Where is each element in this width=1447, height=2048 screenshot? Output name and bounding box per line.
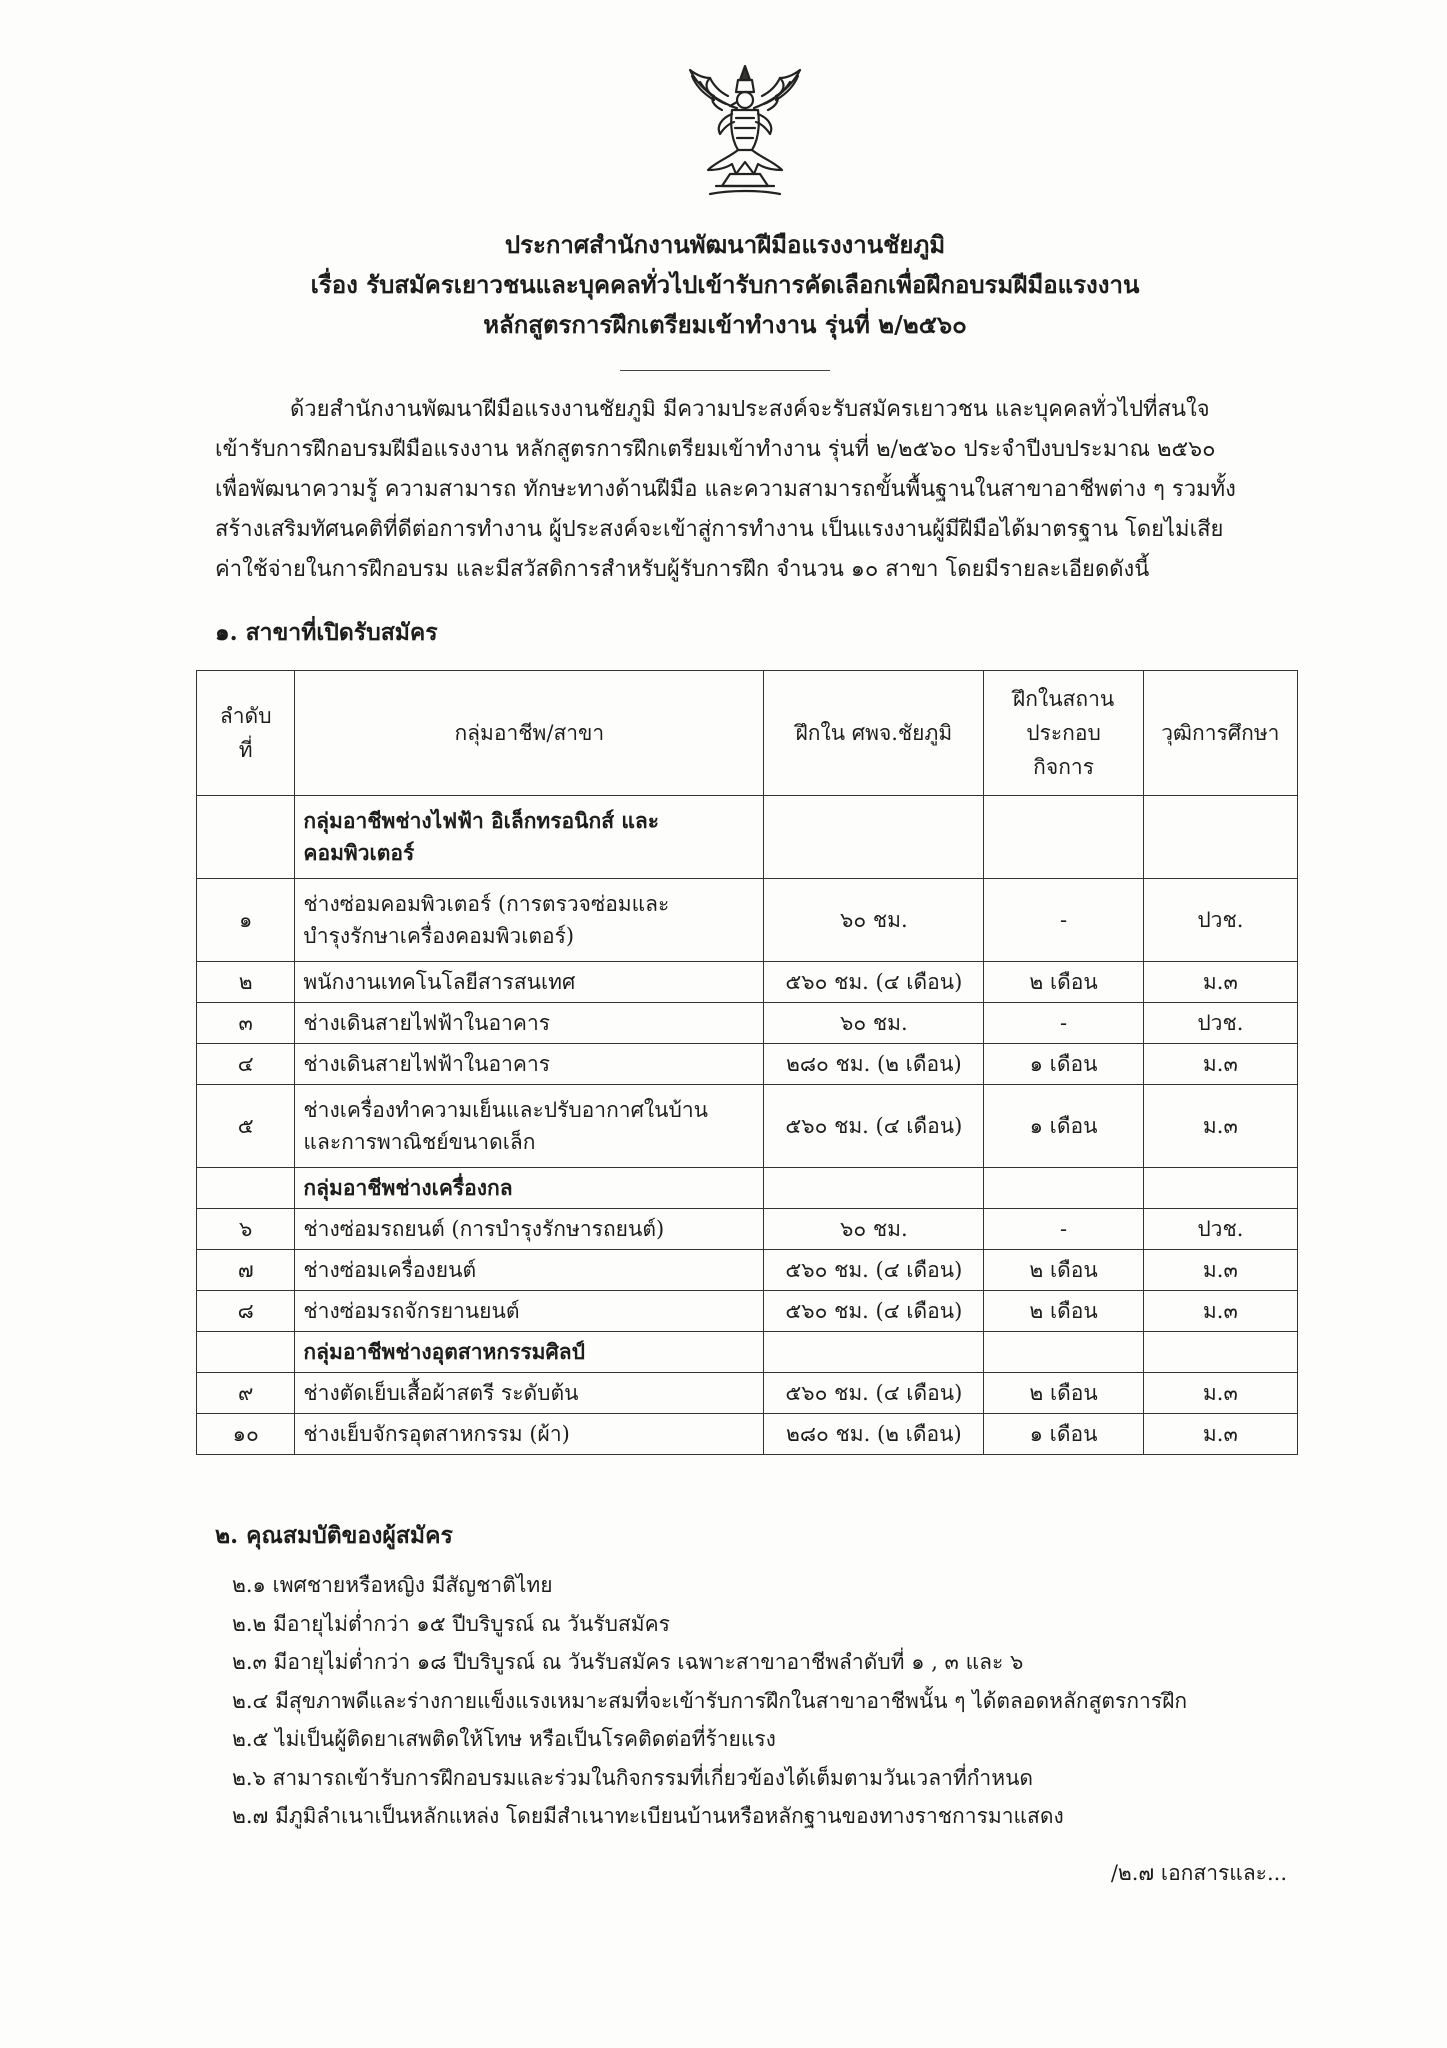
cell-group-name: กลุ่มอาชีพช่างอุตสาหกรรมศิลป์: [295, 1332, 764, 1373]
cell-center: ๖๐ ชม.: [764, 1003, 984, 1044]
table-row: [197, 1044, 1298, 1085]
column-header-firm-line: ฝึกในสถาน: [1012, 687, 1115, 711]
cell-branch-name: ช่างเย็บจักรอุตสาหกรรม (ผ้า): [295, 1414, 764, 1455]
cell-firm: ๒ เดือน: [984, 962, 1143, 1003]
table-row-group: [197, 1332, 1298, 1373]
intro-line: ค่าใช้จ่ายในการฝึกอบรม และมีสวัสดิการสำหรับผู้รับการฝึก จำนวน ๑๐ สาขา โดยมีรายละเอียดดังนี้: [215, 557, 1150, 582]
cell-no: ๒: [197, 962, 295, 1003]
table-row: [197, 1250, 1298, 1291]
cell-branch-name: ช่างซ่อมรถยนต์ (การบำรุงรักษารถยนต์): [295, 1209, 764, 1250]
cell-edu: ม.๓: [1143, 1291, 1297, 1332]
qualifications-list: [232, 1566, 1292, 1836]
cell-no: ๘: [197, 1291, 295, 1332]
cell-firm: ๒ เดือน: [984, 1373, 1143, 1414]
cell-center: ๕๖๐ ชม. (๔ เดือน): [764, 1373, 984, 1414]
column-header-firm-line: ประกอบ: [1026, 721, 1101, 745]
qualification-item: ๒.๓ มีอายุไม่ต่ำกว่า ๑๘ ปีบริบูรณ์ ณ วันรับสมัคร เฉพาะสาขาอาชีพลำดับที่ ๑ , ๓ และ ๖: [232, 1650, 1024, 1674]
column-header-no: [197, 671, 295, 796]
cell-center: ๒๘๐ ชม. (๒ เดือน): [764, 1414, 984, 1455]
cell-branch-name: ช่างตัดเย็บเสื้อผ้าสตรี ระดับต้น: [295, 1373, 764, 1414]
cell-no: ๙: [197, 1373, 295, 1414]
cell-no: ๑: [197, 879, 295, 962]
qualification-item: ๒.๕ ไม่เป็นผู้ติดยาเสพติดให้โทษ หรือเป็นโรคติดต่อที่ร้ายแรง: [232, 1727, 776, 1751]
cell-firm: ๒ เดือน: [984, 1291, 1143, 1332]
table-row: [197, 1209, 1298, 1250]
cell-firm: -: [984, 1209, 1143, 1250]
cell-firm: [984, 796, 1143, 879]
cell-no: [197, 1332, 295, 1373]
cell-center: [764, 796, 984, 879]
cell-group-name: [295, 796, 764, 879]
intro-line: ด้วยสำนักงานพัฒนาฝีมือแรงงานชัยภูมิ มีความประสงค์จะรับสมัครเยาวชน และบุคคลทั่วไปที่สนใจ: [290, 397, 1210, 422]
cell-no: ๕: [197, 1085, 295, 1168]
cell-edu: ปวช.: [1143, 1003, 1297, 1044]
table-row: [197, 1291, 1298, 1332]
column-header-education: วุฒิการศึกษา: [1143, 671, 1297, 796]
cell-firm: -: [984, 879, 1143, 962]
column-header-no-line: ลำดับ: [219, 704, 272, 728]
cell-center: ๕๖๐ ชม. (๔ เดือน): [764, 1085, 984, 1168]
intro-line: เข้ารับการฝึกอบรมฝีมือแรงงาน หลักสูตรการฝึกเตรียมเข้าทำงาน รุ่นที่ ๒/๒๕๖๐ ประจำปีงบประมาณ ๒๕๖๐: [215, 437, 1216, 462]
table-row: [197, 1003, 1298, 1044]
qualification-item: ๒.๒ มีอายุไม่ต่ำกว่า ๑๕ ปีบริบูรณ์ ณ วันรับสมัคร: [232, 1611, 670, 1636]
cell-center: ๕๖๐ ชม. (๔ เดือน): [764, 962, 984, 1003]
cell-firm: ๑ เดือน: [984, 1085, 1143, 1168]
cell-center: [764, 1332, 984, 1373]
intro-paragraph: [215, 390, 1305, 590]
cell-edu: ม.๓: [1143, 1373, 1297, 1414]
cell-firm: ๑ เดือน: [984, 1044, 1143, 1085]
qualification-item: ๒.๗ มีภูมิลำเนาเป็นหลักแหล่ง โดยมีสำเนาทะเบียนบ้านหรือหลักฐานของทางราชการมาแสดง: [232, 1804, 1064, 1828]
table-row: [197, 962, 1298, 1003]
announcement-title: ประกาศสำนักงานพัฒนาฝีมือแรงงานชัยภูมิ: [504, 230, 946, 259]
continued-marker: /๒.๗ เอกสารและ...: [1110, 1861, 1287, 1885]
cell-center: [764, 1168, 984, 1209]
cell-branch-name: ช่างเดินสายไฟฟ้าในอาคาร: [295, 1003, 764, 1044]
column-header-firm-line: กิจการ: [1033, 755, 1094, 779]
section-2-title: ๒. คุณสมบัติของผู้สมัคร: [215, 1522, 453, 1549]
qualification-item: ๒.๖ สามารถเข้ารับการฝึกอบรมและร่วมในกิจกรรมที่เกี่ยวข้องได้เต็มตามวันเวลาที่กำหนด: [232, 1765, 1034, 1790]
cell-no: ๔: [197, 1044, 295, 1085]
cell-edu: ม.๓: [1143, 1250, 1297, 1291]
cell-no: ๑๐: [197, 1414, 295, 1455]
course-title: หลักสูตรการฝึกเตรียมเข้าทำงาน รุ่นที่ ๒/๒๕๖๐: [483, 310, 967, 339]
branch-name-line: ช่างซ่อมคอมพิวเตอร์ (การตรวจซ่อมและ: [303, 892, 670, 916]
cell-branch-name: ช่างซ่อมเครื่องยนต์: [295, 1250, 764, 1291]
cell-no: ๗: [197, 1250, 295, 1291]
cell-branch-name: ช่างซ่อมรถจักรยานยนต์: [295, 1291, 764, 1332]
cell-firm: ๒ เดือน: [984, 1250, 1143, 1291]
cell-no: [197, 1168, 295, 1209]
cell-edu: [1143, 796, 1297, 879]
cell-center: ๖๐ ชม.: [764, 879, 984, 962]
cell-branch-name: พนักงานเทคโนโลยีสารสนเทศ: [295, 962, 764, 1003]
cell-group-name: กลุ่มอาชีพช่างเครื่องกล: [295, 1168, 764, 1209]
cell-no: ๓: [197, 1003, 295, 1044]
cell-edu: ม.๓: [1143, 962, 1297, 1003]
cell-edu: [1143, 1332, 1297, 1373]
cell-branch-name: [295, 1085, 764, 1168]
branch-name-line: ช่างเครื่องทำความเย็นและปรับอากาศในบ้าน: [303, 1098, 708, 1122]
cell-firm: -: [984, 1003, 1143, 1044]
title-divider: [620, 370, 830, 371]
cell-branch-name: [295, 879, 764, 962]
table-row: [197, 879, 1298, 962]
cell-edu: ปวช.: [1143, 1209, 1297, 1250]
cell-edu: ม.๓: [1143, 1085, 1297, 1168]
table-row-group: [197, 1168, 1298, 1209]
branches-table: [196, 670, 1298, 1455]
intro-line: เพื่อพัฒนาความรู้ ความสามารถ ทักษะทางด้านฝีมือ และความสามารถขั้นพื้นฐานในสาขาอาชีพต่าง ๆ รวมทั้ง: [215, 477, 1236, 502]
cell-branch-name: ช่างเดินสายไฟฟ้าในอาคาร: [295, 1044, 764, 1085]
cell-edu: ปวช.: [1143, 879, 1297, 962]
cell-firm: [984, 1332, 1143, 1373]
cell-center: ๒๘๐ ชม. (๒ เดือน): [764, 1044, 984, 1085]
cell-center: ๕๖๐ ชม. (๔ เดือน): [764, 1291, 984, 1332]
table-row: [197, 1373, 1298, 1414]
column-header-center-training: ฝึกใน ศพจ.ชัยภูมิ: [764, 671, 984, 796]
cell-firm: [984, 1168, 1143, 1209]
intro-line: สร้างเสริมทัศนคติที่ดีต่อการทำงาน ผู้ประสงค์จะเข้าสู่การทำงาน เป็นแรงงานผู้มีฝีมือได้มาตรฐาน โดยไม่เสีย: [215, 517, 1224, 542]
section-1-title: ๑. สาขาที่เปิดรับสมัคร: [215, 619, 438, 646]
cell-no: ๖: [197, 1209, 295, 1250]
table-row-group: [197, 796, 1298, 879]
cell-firm: ๑ เดือน: [984, 1414, 1143, 1455]
table-header-row: [197, 671, 1298, 796]
cell-edu: [1143, 1168, 1297, 1209]
cell-no: [197, 796, 295, 879]
branch-name-line: และการพาณิชย์ขนาดเล็ก: [303, 1130, 536, 1154]
cell-center: ๖๐ ชม.: [764, 1209, 984, 1250]
cell-edu: ม.๓: [1143, 1044, 1297, 1085]
garuda-emblem-icon: [670, 62, 820, 202]
cell-center: ๕๖๐ ชม. (๔ เดือน): [764, 1250, 984, 1291]
group-name-line: คอมพิวเตอร์: [303, 840, 415, 865]
group-name-line: กลุ่มอาชีพช่างไฟฟ้า อิเล็กทรอนิกส์ และ: [303, 808, 660, 833]
qualification-item: ๒.๔ มีสุขภาพดีและร่างกายแข็งแรงเหมาะสมที่จะเข้ารับการฝึกในสาขาอาชีพนั้น ๆ ได้ตลอดหลักสูตรการฝึก: [232, 1688, 1188, 1713]
cell-edu: ม.๓: [1143, 1414, 1297, 1455]
table-row: [197, 1414, 1298, 1455]
branch-name-line: บำรุงรักษาเครื่องคอมพิวเตอร์): [303, 924, 575, 948]
column-header-no-line: ที่: [238, 738, 253, 762]
column-header-branch: กลุ่มอาชีพ/สาขา: [295, 671, 764, 796]
qualification-item: ๒.๑ เพศชายหรือหญิง มีสัญชาติไทย: [232, 1573, 553, 1597]
announcement-subject: เรื่อง รับสมัครเยาวชนและบุคคลทั่วไปเข้ารับการคัดเลือกเพื่อฝึกอบรมฝีมือแรงงาน: [310, 270, 1140, 299]
table-row: [197, 1085, 1298, 1168]
column-header-firm-training: [984, 671, 1143, 796]
